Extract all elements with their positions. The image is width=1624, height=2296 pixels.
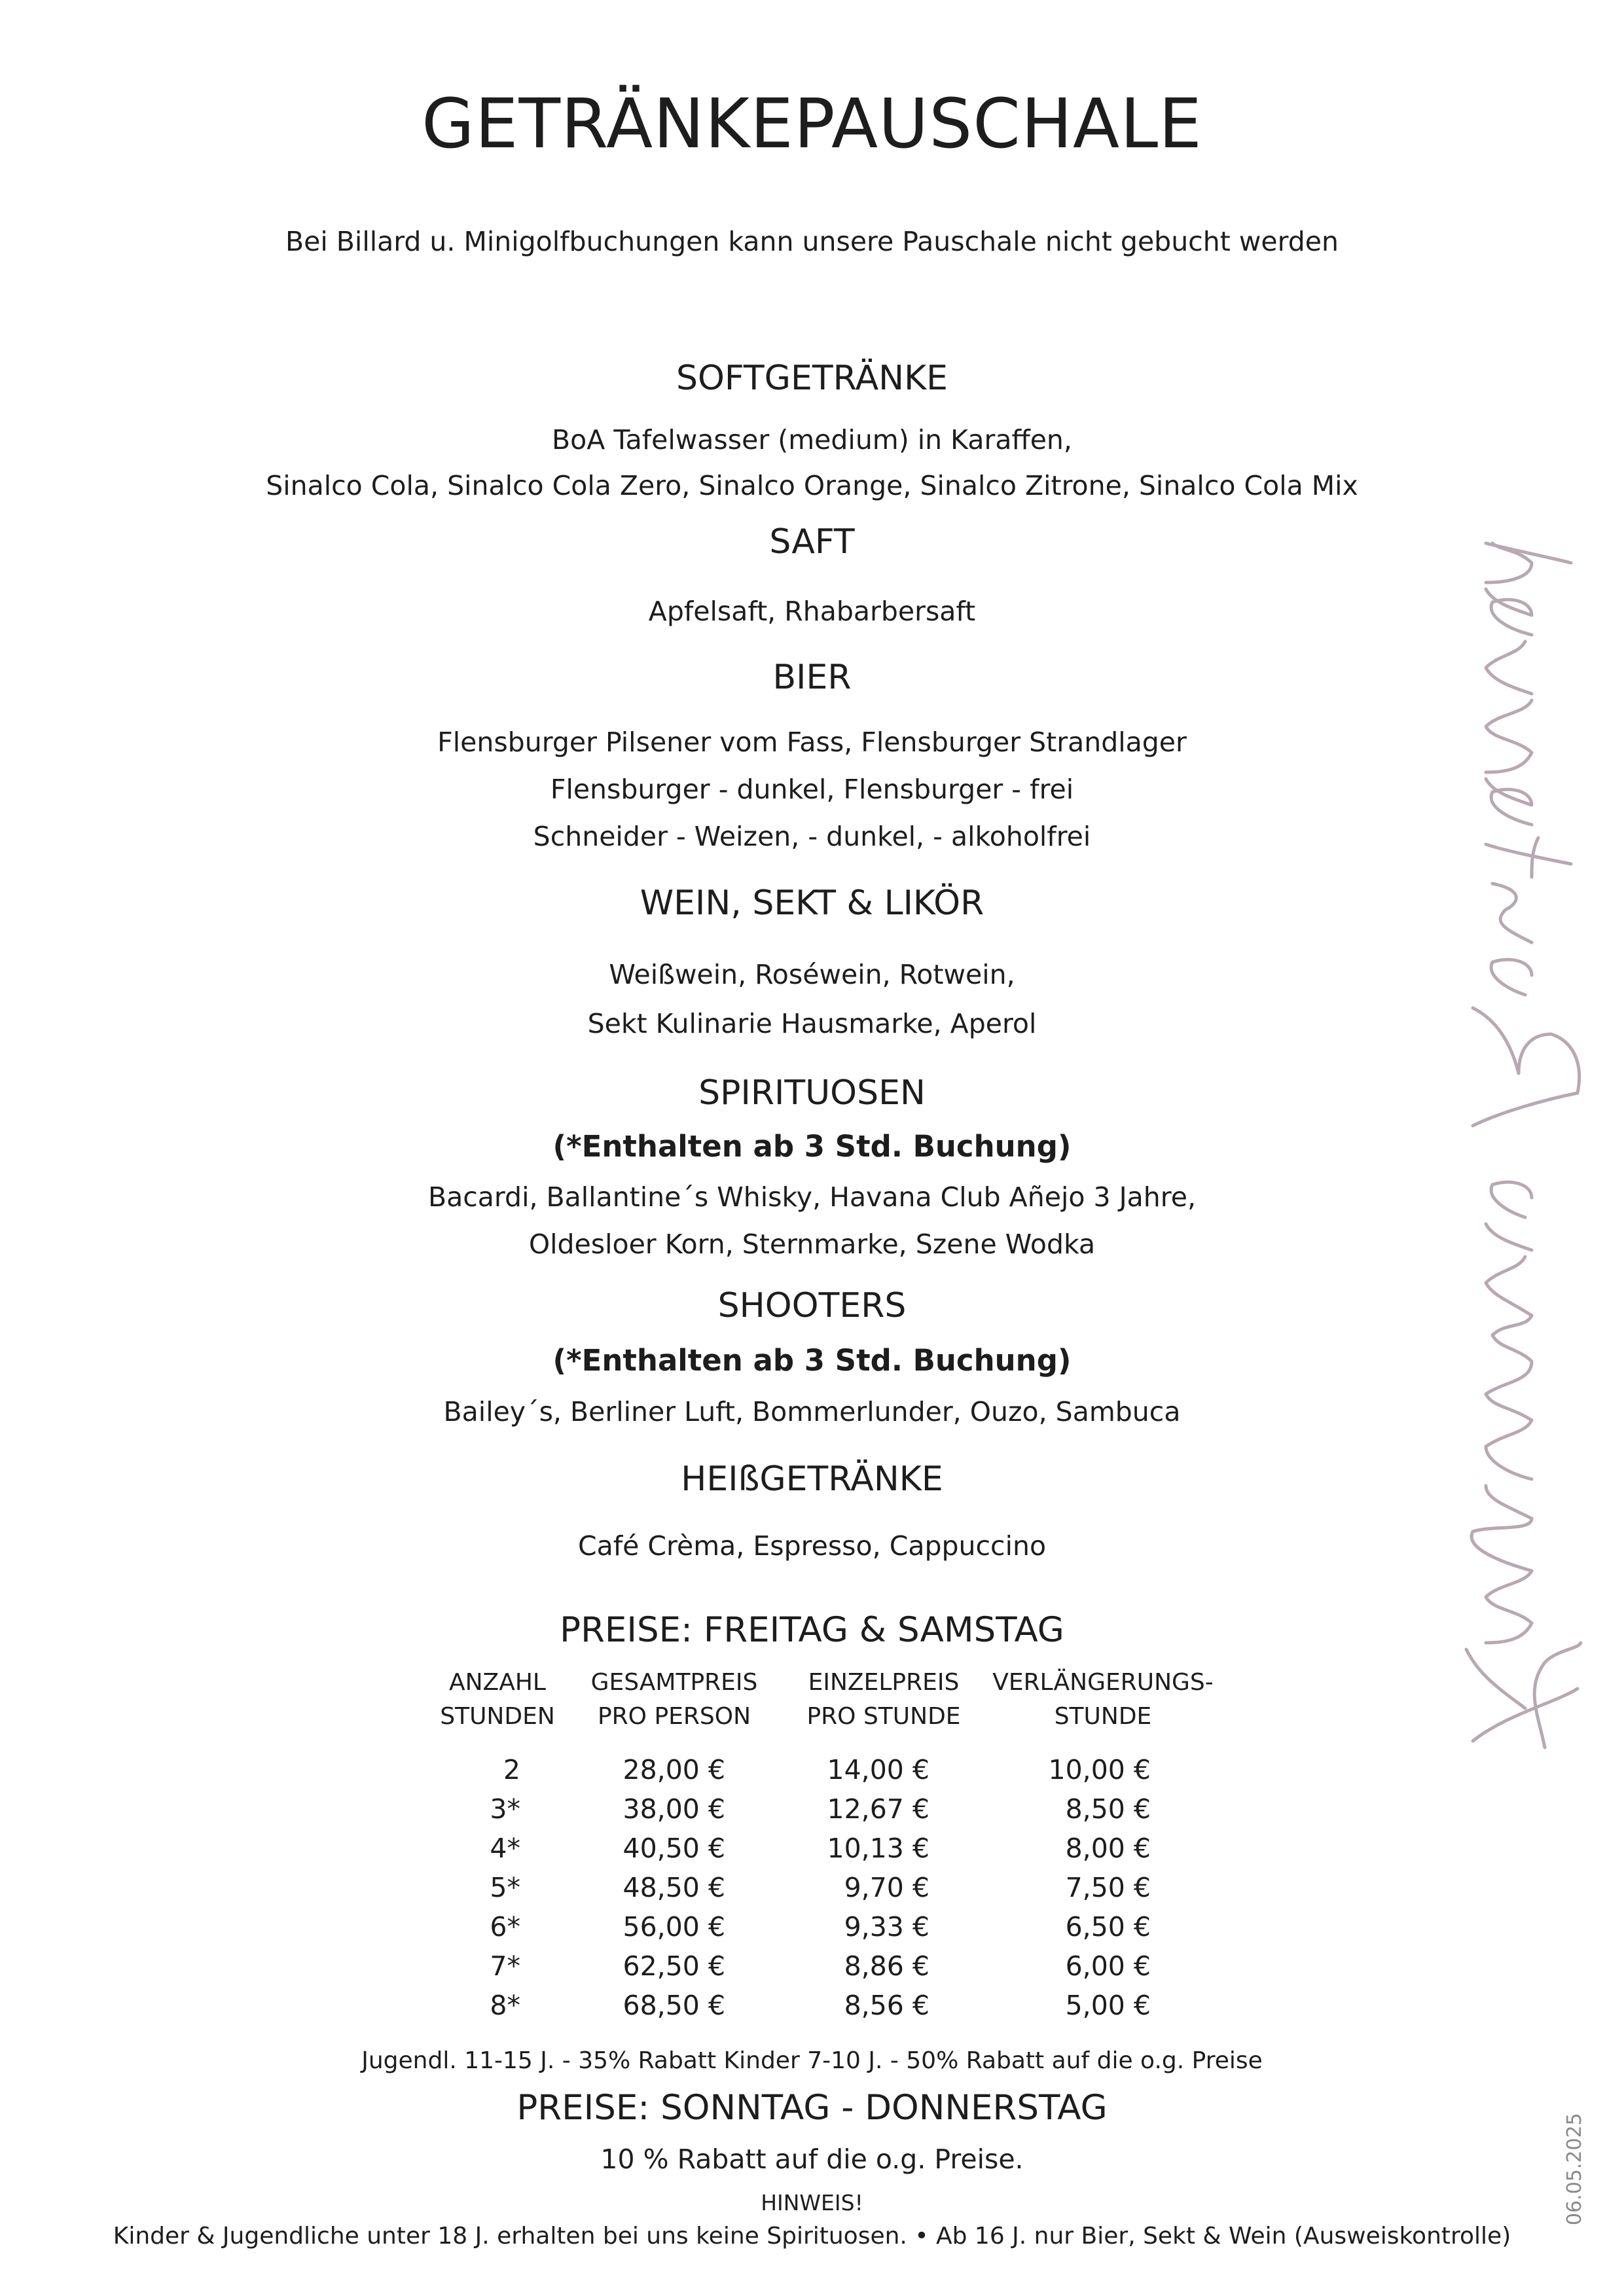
hours-cell: 7*: [490, 1950, 520, 1982]
hours-cell: 8*: [490, 1990, 520, 2021]
column-header-total-price: GESAMTPREIS PRO PERSON: [590, 1669, 758, 1730]
column-header-hours: ANZAHL STUNDEN: [440, 1669, 555, 1730]
shooters-booking-note: (*Enthalten ab 3 Std. Buchung): [552, 1343, 1072, 1378]
hours-cell: 5*: [490, 1872, 520, 1903]
booking-note: Bei Billard u. Minigolfbuchungen kann unsere Pauschale nicht gebucht werden: [285, 226, 1339, 257]
section-line: Bacardi, Ballantine´s Whisky, Havana Club Añejo 3 Jahre,: [428, 1181, 1196, 1213]
hours-cell: 2: [503, 1754, 520, 1785]
section-heading-shooters: SHOOTERS: [717, 1286, 907, 1325]
section-line: Sekt Kulinarie Hausmarke, Aperol: [587, 1008, 1037, 1039]
section-heading-soft-drinks: SOFTGETRÄNKE: [676, 359, 948, 398]
section-line: BoA Tafelwasser (medium) in Karaffen,: [552, 424, 1072, 456]
weekday-prices-title: PREISE: SONNTAG - DONNERSTAG: [516, 2088, 1108, 2128]
weekend-prices-title: PREISE: FREITAG & SAMSTAG: [560, 1610, 1064, 1650]
section-line: Flensburger Pilsener vom Fass, Flensburger Strandlager: [437, 726, 1187, 758]
hourly-price-cell: 14,00 €: [827, 1754, 929, 1785]
section-heading-wine: WEIN, SEKT & LIKÖR: [640, 884, 984, 923]
hours-cell: 3*: [490, 1793, 520, 1825]
hourly-price-cell: 9,70 €: [844, 1872, 929, 1903]
extension-price-cell: 10,00 €: [1048, 1754, 1151, 1785]
hint-text: Kinder & Jugendliche unter 18 J. erhalten bei uns keine Spirituosen. • Ab 16 J. nur Bier, Sekt & Wein (Ausweiskontrolle): [113, 2223, 1511, 2250]
restaurant-signature-logo: [1447, 537, 1597, 1767]
total-price-cell: 28,00 €: [623, 1754, 725, 1785]
discount-note: Jugendl. 11-15 J. - 35% Rabatt Kinder 7-10 J. - 50% Rabatt auf die o.g. Preise: [361, 2047, 1263, 2074]
hourly-price-cell: 12,67 €: [827, 1793, 929, 1825]
section-heading-spirits: SPIRITUOSEN: [698, 1073, 926, 1113]
section-heading-hot-drinks: HEIßGETRÄNKE: [681, 1460, 943, 1499]
extension-price-cell: 5,00 €: [1065, 1990, 1151, 2021]
total-price-cell: 38,00 €: [623, 1793, 725, 1825]
section-heading-juice: SAFT: [769, 522, 855, 562]
section-line: Oldesloer Korn, Sternmarke, Szene Wodka: [528, 1229, 1096, 1260]
extension-price-cell: 7,50 €: [1065, 1872, 1151, 1903]
total-price-cell: 40,50 €: [623, 1833, 725, 1864]
section-line: Schneider - Weizen, - dunkel, - alkoholfrei: [533, 821, 1091, 852]
print-date: 06.05.2025: [1563, 2113, 1586, 2225]
column-header-hourly-price: EINZELPREIS PRO STUNDE: [806, 1669, 961, 1730]
hours-cell: 4*: [490, 1833, 520, 1864]
hourly-price-cell: 9,33 €: [844, 1911, 929, 1943]
section-line: Weißwein, Roséwein, Rotwein,: [609, 959, 1015, 990]
section-line: Bailey´s, Berliner Luft, Bommerlunder, Ouzo, Sambuca: [443, 1396, 1181, 1427]
hourly-price-cell: 8,56 €: [844, 1990, 929, 2021]
extension-price-cell: 8,00 €: [1065, 1833, 1151, 1864]
extension-price-cell: 6,00 €: [1065, 1950, 1151, 1982]
extension-price-cell: 8,50 €: [1065, 1793, 1151, 1825]
spirits-booking-note: (*Enthalten ab 3 Std. Buchung): [552, 1129, 1072, 1164]
page-title: GETRÄNKEPAUSCHALE: [422, 84, 1202, 164]
section-line: Café Crèma, Espresso, Cappuccino: [577, 1530, 1047, 1562]
section-line: Sinalco Cola, Sinalco Cola Zero, Sinalco Orange, Sinalco Zitrone, Sinalco Cola Mix: [266, 470, 1358, 501]
total-price-cell: 68,50 €: [623, 1990, 725, 2021]
section-line: Apfelsaft, Rhabarbersaft: [648, 596, 976, 627]
hourly-price-cell: 10,13 €: [827, 1833, 929, 1864]
section-heading-beer: BIER: [772, 658, 852, 697]
hours-cell: 6*: [490, 1911, 520, 1943]
total-price-cell: 56,00 €: [623, 1911, 725, 1943]
hint-label: HINWEIS!: [761, 2190, 863, 2215]
section-line: Flensburger - dunkel, Flensburger - frei: [550, 774, 1074, 805]
column-header-extension-hour: VERLÄNGERUNGS- STUNDE: [992, 1669, 1214, 1730]
weekday-discount-note: 10 % Rabatt auf die o.g. Preise.: [600, 2144, 1024, 2175]
extension-price-cell: 6,50 €: [1065, 1911, 1151, 1943]
total-price-cell: 62,50 €: [623, 1950, 725, 1982]
total-price-cell: 48,50 €: [623, 1872, 725, 1903]
hourly-price-cell: 8,86 €: [844, 1950, 929, 1982]
